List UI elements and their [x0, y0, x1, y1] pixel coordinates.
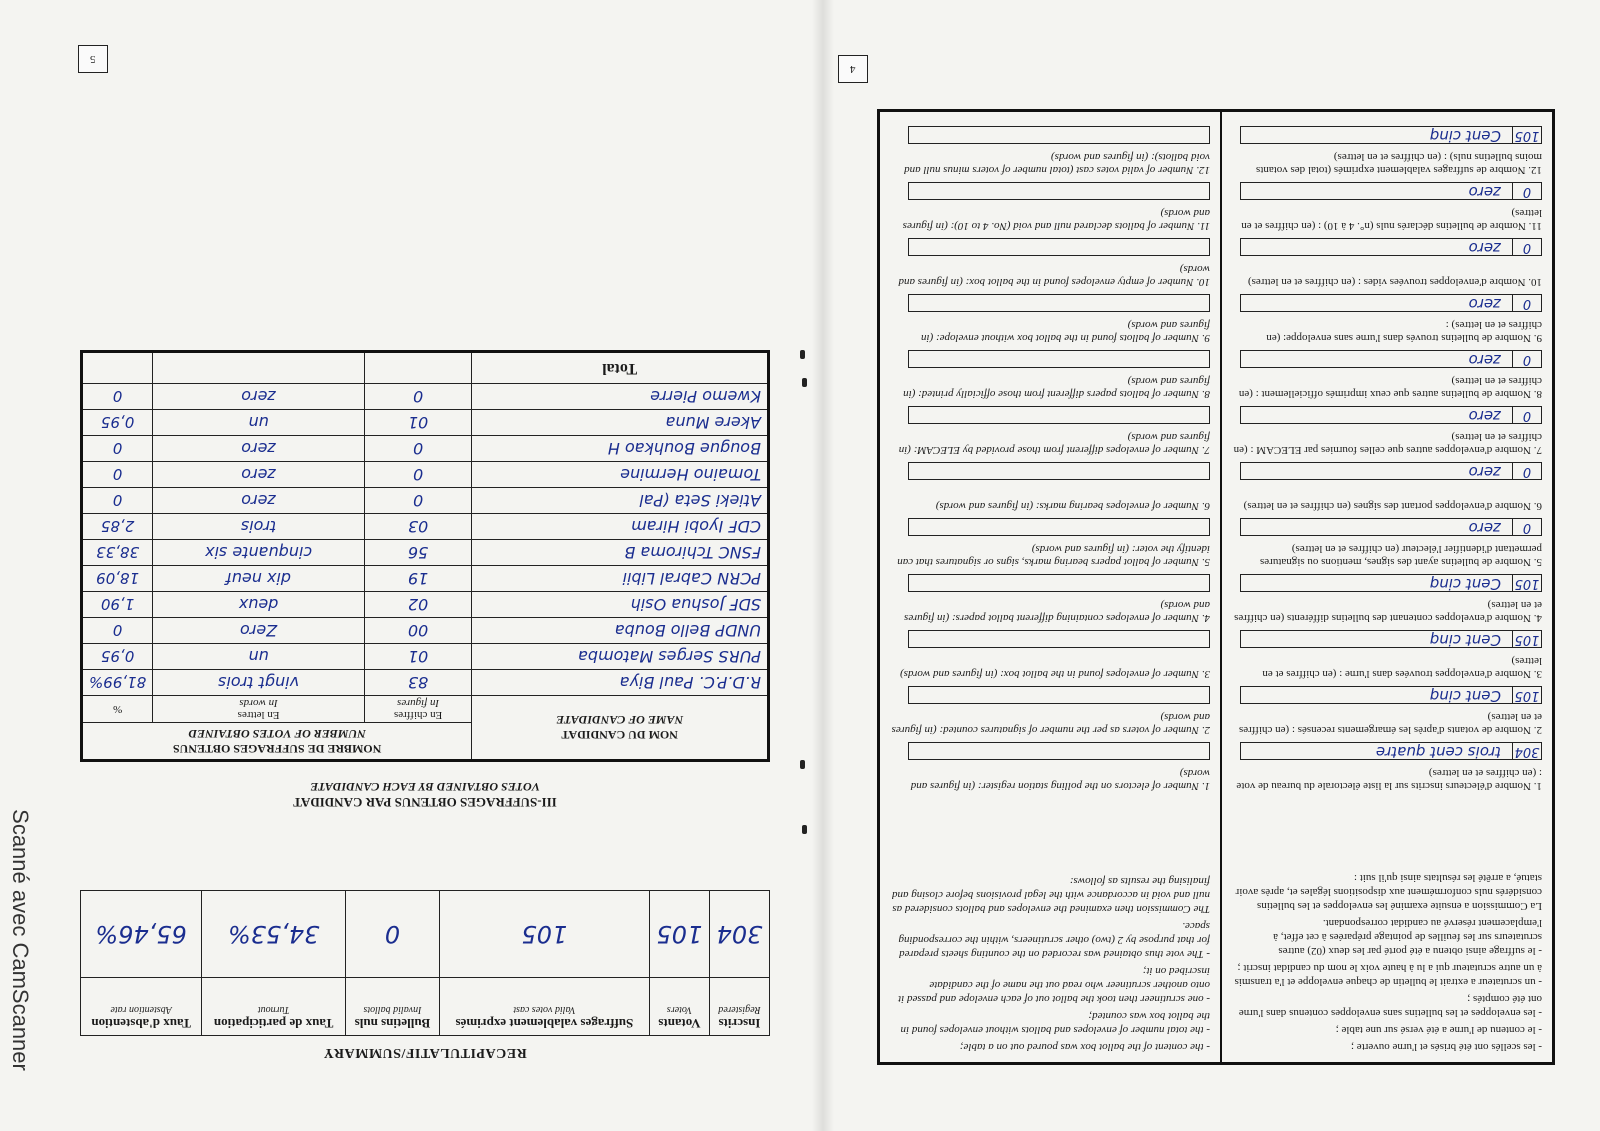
list-item: 10. Number of empty envelopes found in the ballot box: (in figures and words) [880, 232, 1220, 288]
list-item: 9. Number of ballots found in the ballot box without envelope: (in figures and words) [880, 288, 1220, 344]
list-item: 11. Number of ballots declared null and void (No. 4 to 10): (in figures and words) [880, 176, 1220, 232]
scan-speck [800, 350, 805, 359]
votes-header-name: NOM DU CANDIDAT NAME OF CANDIDATE [472, 696, 769, 761]
intro-en: - the content of the ballot box was poured out on a table; - the total number of envelopes and ballots without envelopes found in the ballot box was counted; - one scrutineer then took the ballot out of each envelope and passed it onto another scrutineer who read out the name of the candidate inscribed on it; - The vote thus obtained was recorded on the counting sheets prepared for that purpose by 2 (two) other scrutineers, within the corresponding space. The Commission then examined the envelopes and ballots considered as null and void in accordance with the legal provisions before closing and finalising the results as follows: [891, 875, 1210, 1053]
table-row: Atieki Seta (Pal 0 zero 0 [82, 488, 769, 514]
list-item: 8. Nombre de bulletins autres que ceux imprimés officiellement : (en chiffres et en lettres) 0 zero [1238, 351, 1542, 400]
answer-box [908, 182, 1210, 200]
answer-box [908, 238, 1210, 256]
results-page [80, 180, 770, 1060]
list-item: 6. Number of envelopes bearing marks: (in figures and words) [880, 456, 1220, 512]
votes-subheader-figures: En chiffres In figures [364, 696, 471, 723]
list-item: 8. Number of ballots papers different from those officially printed: (in figures and words) [880, 344, 1220, 400]
answer-box: 105 Cent cinq [1240, 574, 1542, 592]
list-item: 3. Number of envelopes found in the ballot box: (in figures and words) [880, 624, 1220, 680]
items-fr [1222, 120, 1552, 792]
list-item: 6. Nombre d'enveloppes portant des signes (en chiffres et en lettres) 0 zero [1222, 456, 1552, 512]
total-row: Total [82, 352, 769, 384]
table-row: R.D.P.C. Paul Biya 83 vingt trois 81,99% [82, 670, 769, 696]
answer-box: 105 Cent cinq [1240, 630, 1542, 648]
table-row: Bougue Bouhkao H 0 zero 0 [82, 436, 769, 462]
answer-box [908, 630, 1210, 648]
list-item: 10. Nombre d'enveloppes trouvées vides : (en chiffres et en lettres) 0 zero [1222, 232, 1552, 288]
list-item: 1. Nombre d'électeurs inscrits sur la liste électorale du bureau de vote : (en chiffres et en lettres) 304 trois cent quatre [1236, 743, 1542, 792]
table-row: Akere Muna 01 un 0,95 [82, 410, 769, 436]
page-fold [812, 0, 834, 1131]
page-number-left: 5 [78, 45, 108, 73]
table-row: Kwemo Pierre 0 zero 0 [82, 384, 769, 410]
answer-box [908, 686, 1210, 704]
summary-value-abstention: 65,46% [81, 891, 202, 978]
list-item: 12. Nombre de suffrages valablement exprimés (total des votants moins bulletins nuls) : (en chiffres et en lettres) 105 Cent cinq [1222, 120, 1552, 176]
votes-header-count: NOMBRE DE SUFFRAGES OBTENUS NUMBER OF VOTES OBTAINED [82, 723, 472, 761]
table-row: UNDP Bello Bouba 00 Zero 0 [82, 618, 769, 644]
answer-box [908, 742, 1210, 760]
items-en [880, 120, 1220, 792]
answer-box [908, 462, 1210, 480]
votes-table [80, 350, 770, 762]
answer-box [908, 350, 1210, 368]
list-item: 4. Nombre d'enveloppes contenant des bulletins différents (en chiffres et en lettres) 105 Cent cinq [1234, 575, 1542, 624]
table-row: FSNC Tchiroma B 56 cinquante six 38,33 [82, 540, 769, 566]
french-column [1220, 112, 1552, 1062]
answer-box [908, 574, 1210, 592]
answer-box: 0 zero [1240, 406, 1542, 424]
intro-fr: - les scellés ont été brisés et l'urne ouverte ; - le contenu de l'urne a été versé sur une table ; - les enveloppes et les bulletins sans enveloppes contenus dans l'urne ont été comptés ; - un scrutateur a extrait le bulletin de chaque enveloppe et l'a transmis à un autre scrutateur qui a lu à haute voix le nom du candidat inscrit ; - le suffrage ainsi obtenu a été porté par les deux (02) autres scrutateurs sur les feuilles de pointage préparées à cet effet, à l'emplacement réservé au candidat correspondant. La Commission a ensuite examiné les enveloppes et les bulletins considérés nuls conformément aux dispositions légales et, après avoir statué, a arrêté les résultats ainsi qu'il suit : [1234, 872, 1542, 1053]
summary-table [80, 890, 770, 1036]
table-row: SDF Joshua Osih 02 deux 1,90 [82, 592, 769, 618]
table-row: Tomaino Hermine 0 zero 0 [82, 462, 769, 488]
scan-speck [802, 825, 807, 834]
list-item: 7. Number of envelopes different from those provided by ELECAM: (in figures and words) [880, 400, 1220, 456]
minutes-page [870, 95, 1555, 1065]
answer-box: 0 zero [1240, 294, 1542, 312]
table-row: PURS Serges Matomba 01 un 0,95 [82, 644, 769, 670]
answer-box: 105 Cent cinq [1240, 126, 1542, 144]
answer-box: 304 trois cent quatre [1240, 742, 1542, 760]
answer-box [908, 518, 1210, 536]
summary-value-turnout: 34,53% [202, 891, 346, 978]
summary-title: RECAPITULATIF/SUMMARY [323, 1045, 527, 1060]
list-item: 4. Number of envelopes containing different ballot papers: (in figures and words) [880, 568, 1220, 624]
camscanner-watermark: Scanné avec CamScanner [8, 809, 33, 1071]
summary-col-invalid: Bulletins nuls Invalid ballots [346, 978, 440, 1036]
summary-value-valid: 105 [439, 891, 649, 978]
list-item: 5. Number of ballot papers bearing marks, signs or signatures that can identify the voter: (in figures and words) [880, 512, 1220, 568]
summary-value-voters: 105 [649, 891, 709, 978]
list-item: 5. Nombre de bulletins ayant des signes, mentions ou signatures permettant d'identifier l'électeur (en chiffres et en lettres) 0 zero [1222, 512, 1552, 568]
answer-box [908, 126, 1210, 144]
answer-box: 0 zero [1240, 518, 1542, 536]
list-item: 1. Number of electors on the polling station register: (in figures and words) [880, 736, 1220, 792]
list-item: 11. Nombre de bulletins déclarés nuls (n°. 4 à 10) : (en chiffres et en lettres) 0 zero [1241, 183, 1542, 232]
list-item: 7. Nombre d'enveloppes autres que celles fournies par ELECAM : (en chiffres et en lettres) 0 zero [1233, 407, 1542, 456]
minutes-frame [877, 109, 1555, 1065]
summary-col-abstention: Taux d'abstention Abstention rate [81, 978, 202, 1036]
list-item: 12. Number of valid votes cast (total number of voters minus null and void ballots): (in figures and words) [880, 120, 1220, 176]
summary-col-registered: Inscrits Registered [709, 978, 769, 1036]
summary-col-turnout: Taux de participation Turnout [202, 978, 346, 1036]
answer-box: 0 zero [1240, 238, 1542, 256]
english-column [880, 112, 1220, 1062]
table-row: PCRN Cabral Libii 19 dix neuf 18,09 [82, 566, 769, 592]
votes-subheader-pct: % [82, 696, 153, 723]
answer-box: 0 zero [1240, 350, 1542, 368]
page-number-right: 4 [838, 55, 868, 83]
answer-box [908, 406, 1210, 424]
list-item: 9. Nombre de bulletins trouvés dans l'urne sans enveloppe: (en chiffres et en lettres) : 0 zero [1222, 288, 1552, 344]
votes-subheader-words: En lettres In words [153, 696, 365, 723]
votes-title: III-SUFFRAGES OBTENUS PAR CANDIDAT VOTES OBTAINED BY EACH CANDIDATE [293, 780, 557, 810]
answer-box: 0 zero [1240, 462, 1542, 480]
summary-value-registered: 304 [709, 891, 769, 978]
scan-speck [800, 760, 805, 769]
answer-box: 105 Cent cinq [1240, 686, 1542, 704]
summary-value-invalid: 0 [346, 891, 440, 978]
list-item: 2. Nombre de votants d'après les émargements recensés : (en chiffres et en lettres) 105 Cent cinq [1238, 687, 1542, 736]
table-row: CDF Iyobi Hiram 03 trois 2,85 [82, 514, 769, 540]
answer-box: 0 zero [1240, 182, 1542, 200]
answer-box [908, 294, 1210, 312]
summary-col-voters: Votants Voters [649, 978, 709, 1036]
scan-speck [802, 378, 807, 387]
list-item: 2. Number of voters as per the number of signatures counted: (in figures and words) [880, 680, 1220, 736]
summary-col-valid: Suffrages valablement exprimés Valid votes cast [439, 978, 649, 1036]
list-item: 3. Nombre d'enveloppes trouvées dans l'urne : (en chiffres et en lettres) 105 Cent cinq [1222, 624, 1552, 680]
